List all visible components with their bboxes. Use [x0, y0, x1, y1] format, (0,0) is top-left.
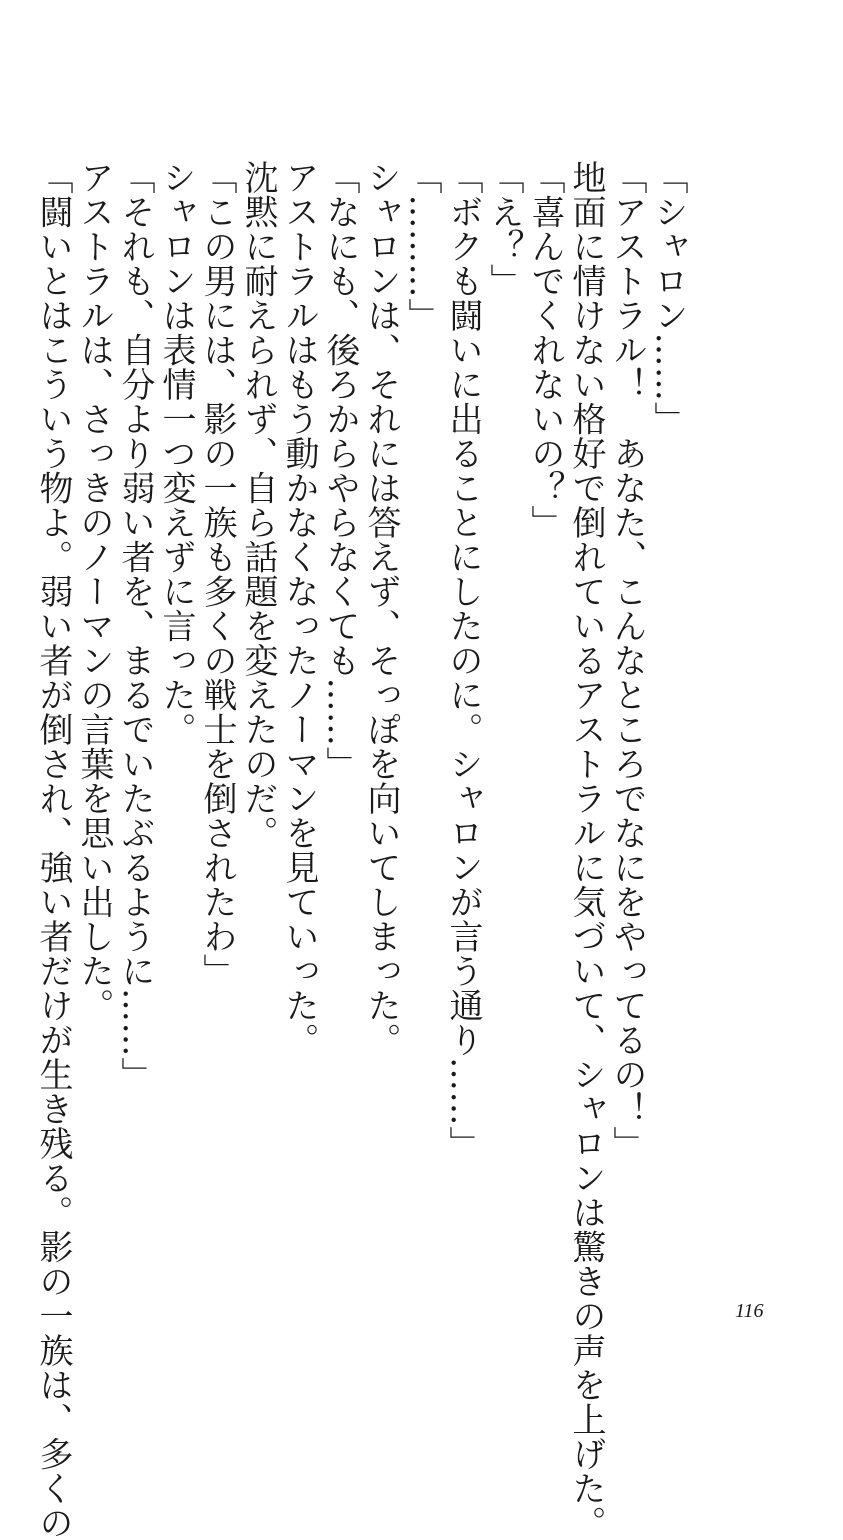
- vertical-text-block: [32, 160, 688, 1540]
- text-line: 「シャロン……」: [648, 160, 688, 436]
- text-line: シャロンは表情一つ変えずに言った。: [156, 160, 196, 747]
- text-line: シャロンは、それには答えず、そっぽを向いてしまった。: [361, 160, 401, 1057]
- text-line: 沈黙に耐えられず、自ら話題を変えたのだ。: [238, 160, 278, 850]
- text-line: 「アストラル！ あなた、こんなところでなにをやってるの！」: [607, 160, 647, 1161]
- text-line: アストラルは、さっきのノーマンの言葉を思い出した。: [74, 160, 114, 1023]
- text-line: アストラルはもう動かなくなったノーマンを見ていった。: [279, 160, 319, 1057]
- text-line: 「喜んでくれないの？」: [525, 160, 565, 540]
- text-line: 「それも、自分より弱い者を、まるでいたぶるように……」: [115, 160, 155, 1092]
- text-line: 地面に情けない格好で倒れているアストラルに気づいて、シャロンは驚きの声を上げた。: [566, 160, 606, 1540]
- text-line: 「闘いとはこういう物よ。弱い者が倒され、強い者だけが生き残る。影の一族は、多くの: [33, 160, 73, 1540]
- page-number: 116: [735, 1300, 764, 1322]
- text-line: 「この男には、影の一族も多くの戦士を倒されたわ」: [197, 160, 237, 988]
- text-line: 「なにも、後ろからやらなくても……」: [320, 160, 360, 781]
- text-line: 「………」: [402, 160, 442, 333]
- text-line: 「え？」: [484, 160, 524, 298]
- text-line: 「ボクも闘いに出ることにしたのに。シャロンが言う通り……」: [443, 160, 483, 1161]
